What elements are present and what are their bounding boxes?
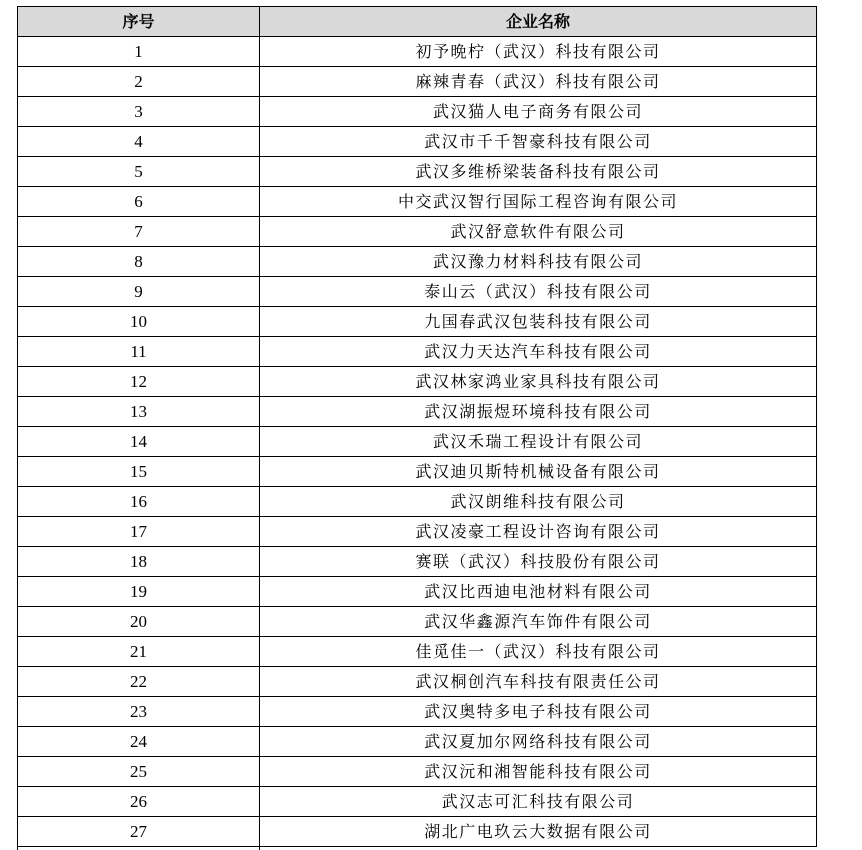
company-name-cell: 武汉桐创汽车科技有限责任公司 <box>260 667 817 697</box>
table-row <box>18 187 817 217</box>
row-number-cell: 13 <box>18 397 260 427</box>
company-name-cell: 武汉多维桥梁装备科技有限公司 <box>260 157 817 187</box>
company-name-cell: 武汉林家鸿业家具科技有限公司 <box>260 367 817 397</box>
row-number-cell: 22 <box>18 667 260 697</box>
row-number-cell: 7 <box>18 217 260 247</box>
company-name-cell: 武汉夏加尔网络科技有限公司 <box>260 727 817 757</box>
table-row <box>18 307 817 337</box>
row-number-cell: 26 <box>18 787 260 817</box>
row-number-cell: 4 <box>18 127 260 157</box>
row-number-cell: 11 <box>18 337 260 367</box>
table-row <box>18 67 817 97</box>
row-number-cell: 8 <box>18 247 260 277</box>
row-number-cell: 27 <box>18 817 260 847</box>
row-number-cell: 5 <box>18 157 260 187</box>
company-name-cell: 初予晩柠（武汉）科技有限公司 <box>260 37 817 67</box>
company-name-cell: 武汉舒意软件有限公司 <box>260 217 817 247</box>
company-name-cell: 麻辣青春（武汉）科技有限公司 <box>260 67 817 97</box>
company-name-cell: 武汉力天达汽车科技有限公司 <box>260 337 817 367</box>
row-number-cell: 1 <box>18 37 260 67</box>
row-number-cell: 24 <box>18 727 260 757</box>
company-name-cell: 武汉湖振煜环境科技有限公司 <box>260 397 817 427</box>
row-number-cell: 17 <box>18 517 260 547</box>
row-number-cell: 23 <box>18 697 260 727</box>
company-name-cell: 武汉猫人电子商务有限公司 <box>260 97 817 127</box>
table-row <box>18 667 817 697</box>
table-row <box>18 37 817 67</box>
row-number-cell: 14 <box>18 427 260 457</box>
row-number-cell: 15 <box>18 457 260 487</box>
company-name-cell: 赛联（武汉）科技股份有限公司 <box>260 547 817 577</box>
company-list-sheet <box>17 6 816 847</box>
table-row <box>18 337 817 367</box>
header-number: 序号 <box>18 7 260 37</box>
row-number-cell: 25 <box>18 757 260 787</box>
company-name-cell: 武汉市千千智豪科技有限公司 <box>260 127 817 157</box>
row-number-cell: 18 <box>18 547 260 577</box>
row-number-cell: 9 <box>18 277 260 307</box>
company-name-cell: 武汉华鑫源汽车饰件有限公司 <box>260 607 817 637</box>
company-name-cell: 武汉志可汇科技有限公司 <box>260 787 817 817</box>
table-row <box>18 787 817 817</box>
table-row <box>18 637 817 667</box>
company-name-cell: 佳觅佳一（武汉）科技有限公司 <box>260 637 817 667</box>
table-body <box>18 37 817 847</box>
table-row <box>18 577 817 607</box>
table-row <box>18 487 817 517</box>
table-row <box>18 427 817 457</box>
company-name-cell: 中交武汉智行国际工程咨询有限公司 <box>260 187 817 217</box>
table-row <box>18 727 817 757</box>
company-name-cell: 湖北广电玖云大数据有限公司 <box>260 817 817 847</box>
table-row <box>18 817 817 847</box>
row-number-cell: 16 <box>18 487 260 517</box>
next-row-top-border <box>17 846 816 850</box>
table-row <box>18 247 817 277</box>
company-name-cell: 武汉豫力材料科技有限公司 <box>260 247 817 277</box>
company-name-cell: 武汉沅和湘智能科技有限公司 <box>260 757 817 787</box>
company-name-cell: 武汉朗维科技有限公司 <box>260 487 817 517</box>
company-name-cell: 武汉凌豪工程设计咨询有限公司 <box>260 517 817 547</box>
table-row <box>18 217 817 247</box>
row-number-cell: 20 <box>18 607 260 637</box>
row-number-cell: 12 <box>18 367 260 397</box>
table-row <box>18 517 817 547</box>
table-row <box>18 277 817 307</box>
table-row <box>18 607 817 637</box>
company-name-cell: 武汉禾瑞工程设计有限公司 <box>260 427 817 457</box>
table-row <box>18 367 817 397</box>
company-name-cell: 九国春武汉包装科技有限公司 <box>260 307 817 337</box>
table-row <box>18 697 817 727</box>
row-number-cell: 3 <box>18 97 260 127</box>
company-table <box>17 6 817 847</box>
row-number-cell: 19 <box>18 577 260 607</box>
table-row <box>18 397 817 427</box>
row-number-cell: 10 <box>18 307 260 337</box>
company-name-cell: 武汉比西迪电池材料有限公司 <box>260 577 817 607</box>
company-name-cell: 泰山云（武汉）科技有限公司 <box>260 277 817 307</box>
row-number-cell: 21 <box>18 637 260 667</box>
header-company-name: 企业名称 <box>260 7 817 37</box>
row-number-cell: 6 <box>18 187 260 217</box>
table-row <box>18 127 817 157</box>
table-row <box>18 757 817 787</box>
table-row <box>18 97 817 127</box>
row-number-cell: 2 <box>18 67 260 97</box>
table-header-row <box>18 7 817 37</box>
company-name-cell: 武汉迪贝斯特机械设备有限公司 <box>260 457 817 487</box>
table-row <box>18 547 817 577</box>
table-row <box>18 457 817 487</box>
company-name-cell: 武汉奥特多电子科技有限公司 <box>260 697 817 727</box>
table-row <box>18 157 817 187</box>
